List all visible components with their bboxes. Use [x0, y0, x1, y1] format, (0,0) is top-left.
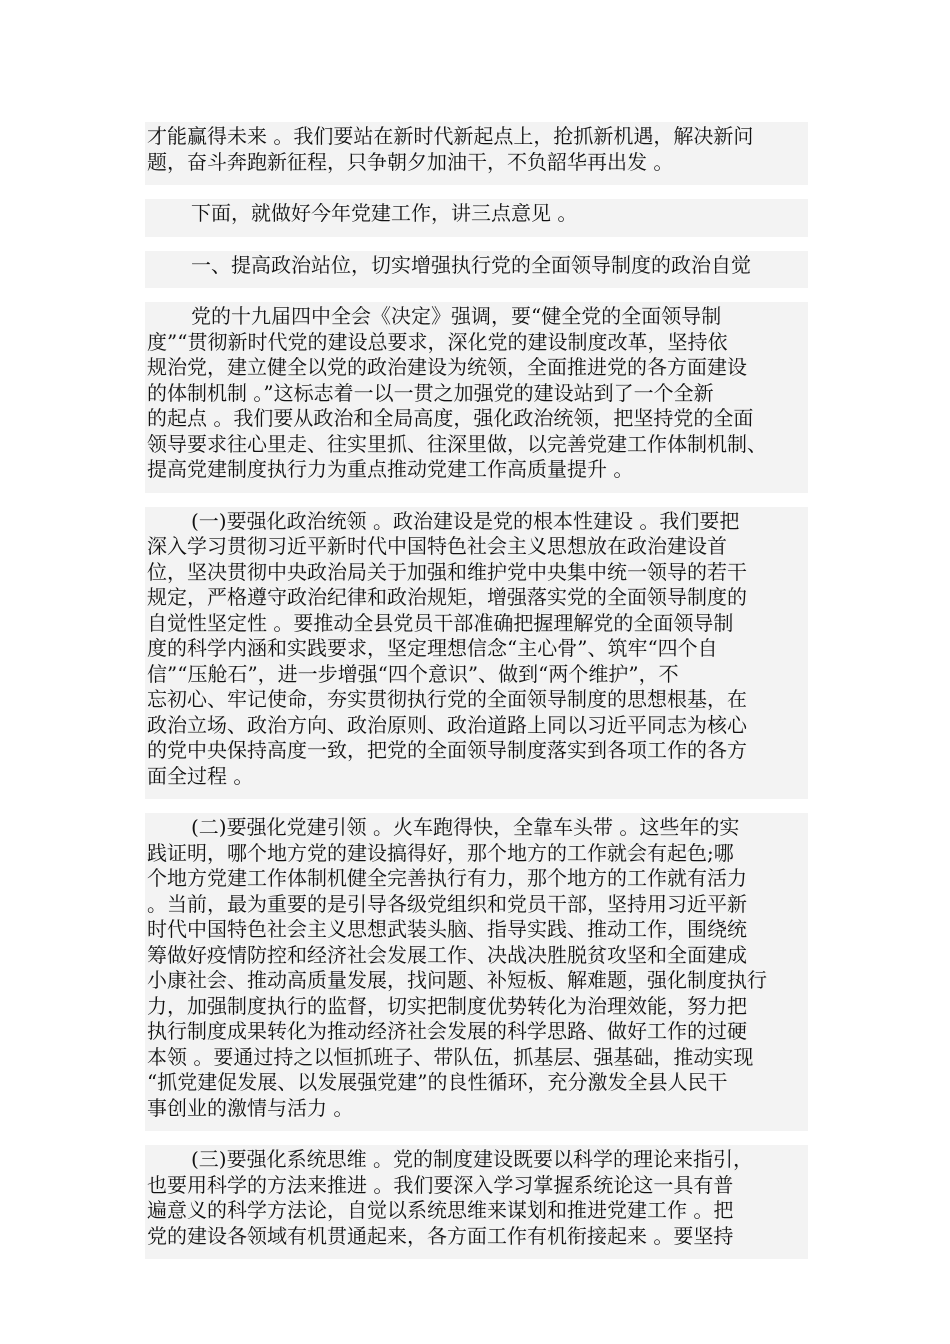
- paragraph-gap: [145, 799, 808, 813]
- line: 力，加强制度执行的监督，切实把制度优势转化为治理效能，努力把: [147, 993, 747, 1018]
- line: 位，坚决贯彻中央政治局关于加强和维护党中央集中统一领导的若干: [147, 559, 747, 584]
- paragraph-gap: [145, 493, 808, 507]
- paragraph-point-two: [145, 813, 808, 1131]
- line: 自觉性坚定性 。要推动全县党员干部准确把握理解党的全面领导制: [147, 610, 734, 635]
- line: 事创业的激情与活力 。: [147, 1095, 354, 1120]
- paragraph-gap: [145, 185, 808, 199]
- paragraph-gap: [145, 237, 808, 251]
- paragraph-point-three: [145, 1145, 808, 1259]
- line: 深入学习贯彻习近平新时代中国特色社会主义思想放在政治建设首: [147, 534, 727, 558]
- line: 一、提高政治站位，切实增强执行党的全面领导制度的政治自觉: [191, 252, 751, 277]
- line: 。当前，最为重要的是引导各级党组织和党员干部，坚持用习近平新: [147, 891, 747, 916]
- line: (二)要强化党建引领 。火车跑得快，全靠车头带 。这些年的实: [191, 815, 740, 839]
- paragraph-intro: [145, 199, 808, 237]
- line: 下面，就做好今年党建工作，讲三点意见 。: [191, 201, 578, 225]
- paragraph-decision: [145, 302, 808, 493]
- line: 度的科学内涵和实践要求，坚定理想信念“主心骨”、筑牢“四个自: [147, 636, 718, 660]
- line: 遍意义的科学方法论，自觉以系统思维来谋划和推进党建工作 。把: [147, 1198, 734, 1222]
- line: 的起点 。我们要从政治和全局高度，强化政治统领，把坚持党的全面: [147, 406, 754, 430]
- section-heading: [145, 251, 808, 289]
- line: 忘初心、牢记使命，夯实贯彻执行党的全面领导制度的思想根基，在: [147, 687, 747, 711]
- line: 才能赢得未来 。我们要站在新时代新起点上，抢抓新机遇，解决新问: [147, 124, 754, 148]
- line: 时代中国特色社会主义思想武装头脑、指导实践、推动工作，围绕统: [147, 917, 747, 941]
- line: 的体制机制 。”这标志着一以一贯之加强党的建设站到了一个全新: [147, 380, 714, 405]
- line: 领导要求往心里走、往实里抓、往深里做，以完善党建工作体制机制、: [147, 431, 767, 456]
- paragraph-gap: [145, 1131, 808, 1145]
- line: 政治立场、政治方向、政治原则、政治道路上同以习近平同志为核心: [147, 712, 747, 737]
- line: (一)要强化政治统领 。政治建设是党的根本性建设 。我们要把: [191, 508, 740, 533]
- line: 题，奋斗奔跑新征程，只争朝夕加油干，不负韶华再出发 。: [147, 149, 674, 174]
- line: 党的十九届四中全会《决定》强调，要“健全党的全面领导制: [191, 304, 722, 328]
- line: 党的建设各领域有机贯通起来，各方面工作有机衔接起来 。要坚持: [147, 1223, 734, 1248]
- paragraph-gap: [145, 288, 808, 302]
- line: 小康社会、推动高质量发展，找问题、补短板、解难题，强化制度执行: [147, 968, 767, 992]
- line: 也要用科学的方法来推进 。我们要深入学习掌握系统论这一具有普: [147, 1172, 734, 1197]
- paragraph-point-one: [145, 507, 808, 800]
- paragraph-continuation: [145, 122, 808, 185]
- line: 执行制度成果转化为推动经济社会发展的科学思路、做好工作的过硬: [147, 1019, 747, 1043]
- line: 的党中央保持高度一致，把党的全面领导制度落实到各项工作的各方: [147, 738, 747, 762]
- line: (三)要强化系统思维 。党的制度建设既要以科学的理论来指引，: [191, 1147, 753, 1171]
- line: 信”“压舱石”，进一步增强“四个意识”、做到“两个维护”，不: [147, 661, 679, 686]
- line: 提高党建制度执行力为重点推动党建工作高质量提升 。: [147, 457, 634, 481]
- line: 践证明，哪个地方党的建设搞得好，那个地方的工作就会有起色;哪: [147, 840, 734, 865]
- line: 规定，严格遵守政治纪律和政治规矩，增强落实党的全面领导制度的: [147, 585, 747, 609]
- line: 筹做好疫情防控和经济社会发展工作、决战决胜脱贫攻坚和全面建成: [147, 942, 747, 967]
- line: 本领 。要通过持之以恒抓班子、带队伍，抓基层、强基础，推动实现: [147, 1044, 754, 1069]
- document-body: [145, 122, 808, 1259]
- line: 规治党，建立健全以党的政治建设为统领，全面推进党的各方面建设: [147, 355, 747, 379]
- line: 面全过程 。: [147, 763, 254, 788]
- line: 个地方党建工作体制机健全完善执行有力，那个地方的工作就有活力: [147, 866, 747, 890]
- line: 度”“贯彻新时代党的建设总要求，深化党的建设制度改革，坚持依: [147, 329, 728, 354]
- line: “抓党建促发展、以发展强党建”的良性循环，充分激发全县人民干: [147, 1070, 728, 1094]
